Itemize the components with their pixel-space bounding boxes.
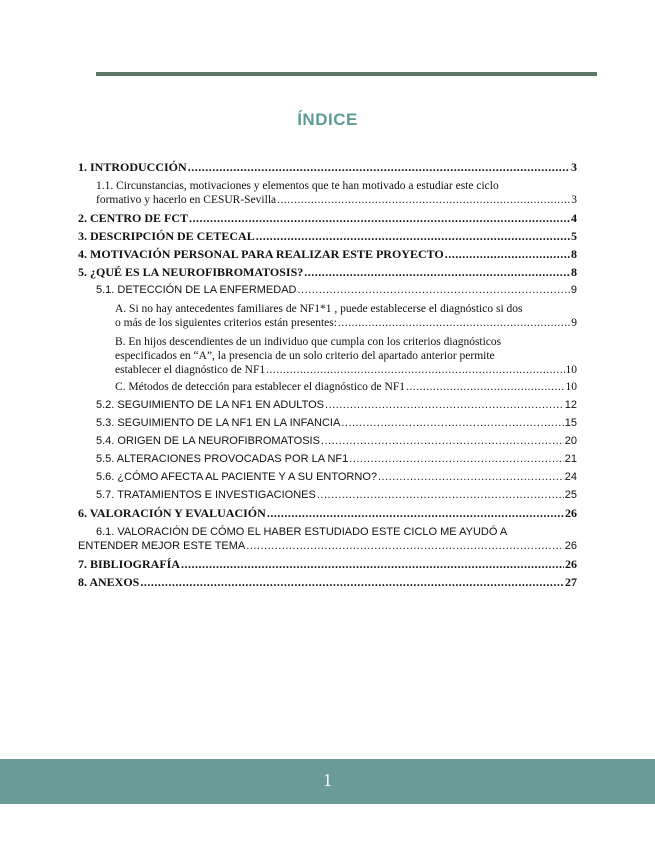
toc-entry-5-1-b[interactable]: B. En hijos descendientes de un individuo que cumpla con los criterios diagnósticos especificados en “A”, la presencia de un solo criterio del apartado anterior permite establecer el diagnóstico de NF1 ..... 10: [78, 335, 577, 377]
toc-entry-introduccion[interactable]: 1. INTRODUCCIÓN ..... 3: [78, 160, 577, 174]
page-number: 1: [323, 770, 332, 790]
toc-entry-centro-fct[interactable]: 2. CENTRO DE FCT ..... 4: [78, 211, 577, 225]
toc-entry-5-1-a[interactable]: A. Si no hay antecedentes familiares de NF1*1 , puede establecerse el diagnóstico si dos o más de los siguientes criterios están presentes: ..... 9: [78, 302, 577, 330]
toc-entry-motivacion[interactable]: 4. MOTIVACIÓN PERSONAL PARA REALIZAR ESTE PROYECTO ..... 8: [78, 247, 577, 261]
toc-entry-neurofibromatosis[interactable]: 5. ¿QUÉ ES LA NEUROFIBROMATOSIS? ..... 8: [78, 265, 577, 279]
toc-entry-5-3[interactable]: 5.3. SEGUIMIENTO DE LA NF1 EN LA INFANCIA ..... 15: [78, 416, 577, 430]
toc-title: ÍNDICE: [297, 110, 358, 129]
toc-entry-6-1[interactable]: 6.1. VALORACIÓN DE CÓMO EL HABER ESTUDIADO ESTE CICLO ME AYUDÓ A ENTENDER MEJOR ESTE TEMA ..... 26: [78, 525, 577, 553]
toc-entry-bibliografia[interactable]: 7. BIBLIOGRAFÍA ..... 26: [78, 557, 577, 571]
table-of-contents: [78, 156, 577, 589]
toc-entry-cetecal[interactable]: 3. DESCRIPCIÓN DE CETECAL ..... 5: [78, 229, 577, 243]
toc-entry-anexos[interactable]: 8. ANEXOS ..... 27: [78, 575, 577, 589]
toc-entry-5-5[interactable]: 5.5. ALTERACIONES PROVOCADAS POR LA NF1 ..... 21: [78, 452, 577, 466]
toc-entry-valoracion[interactable]: 6. VALORACIÓN Y EVALUACIÓN ..... 26: [78, 506, 577, 520]
toc-entry-5-7[interactable]: 5.7. TRATAMIENTOS E INVESTIGACIONES ..... 25: [78, 488, 577, 502]
toc-entry-5-1-c[interactable]: C. Métodos de detección para establecer el diagnóstico de NF1 ..... 10: [78, 380, 577, 394]
toc-entry-5-4[interactable]: 5.4. ORIGEN DE LA NEUROFIBROMATOSIS ..... 20: [78, 434, 577, 448]
toc-entry-5-1[interactable]: 5.1. DETECCIÓN DE LA ENFERMEDAD ..... 9: [78, 283, 577, 297]
header-rule: [96, 72, 597, 76]
toc-entry-5-6[interactable]: 5.6. ¿CÓMO AFECTA AL PACIENTE Y A SU ENTORNO? ..... 24: [78, 470, 577, 484]
toc-entry-5-2[interactable]: 5.2. SEGUIMIENTO DE LA NF1 EN ADULTOS ..... 12: [78, 398, 577, 412]
toc-entry-1-1[interactable]: 1.1. Circunstancias, motivaciones y elementos que te han motivado a estudiar este ciclo formativo y hacerlo en CESUR-Sevilla ..... 3: [78, 179, 577, 207]
